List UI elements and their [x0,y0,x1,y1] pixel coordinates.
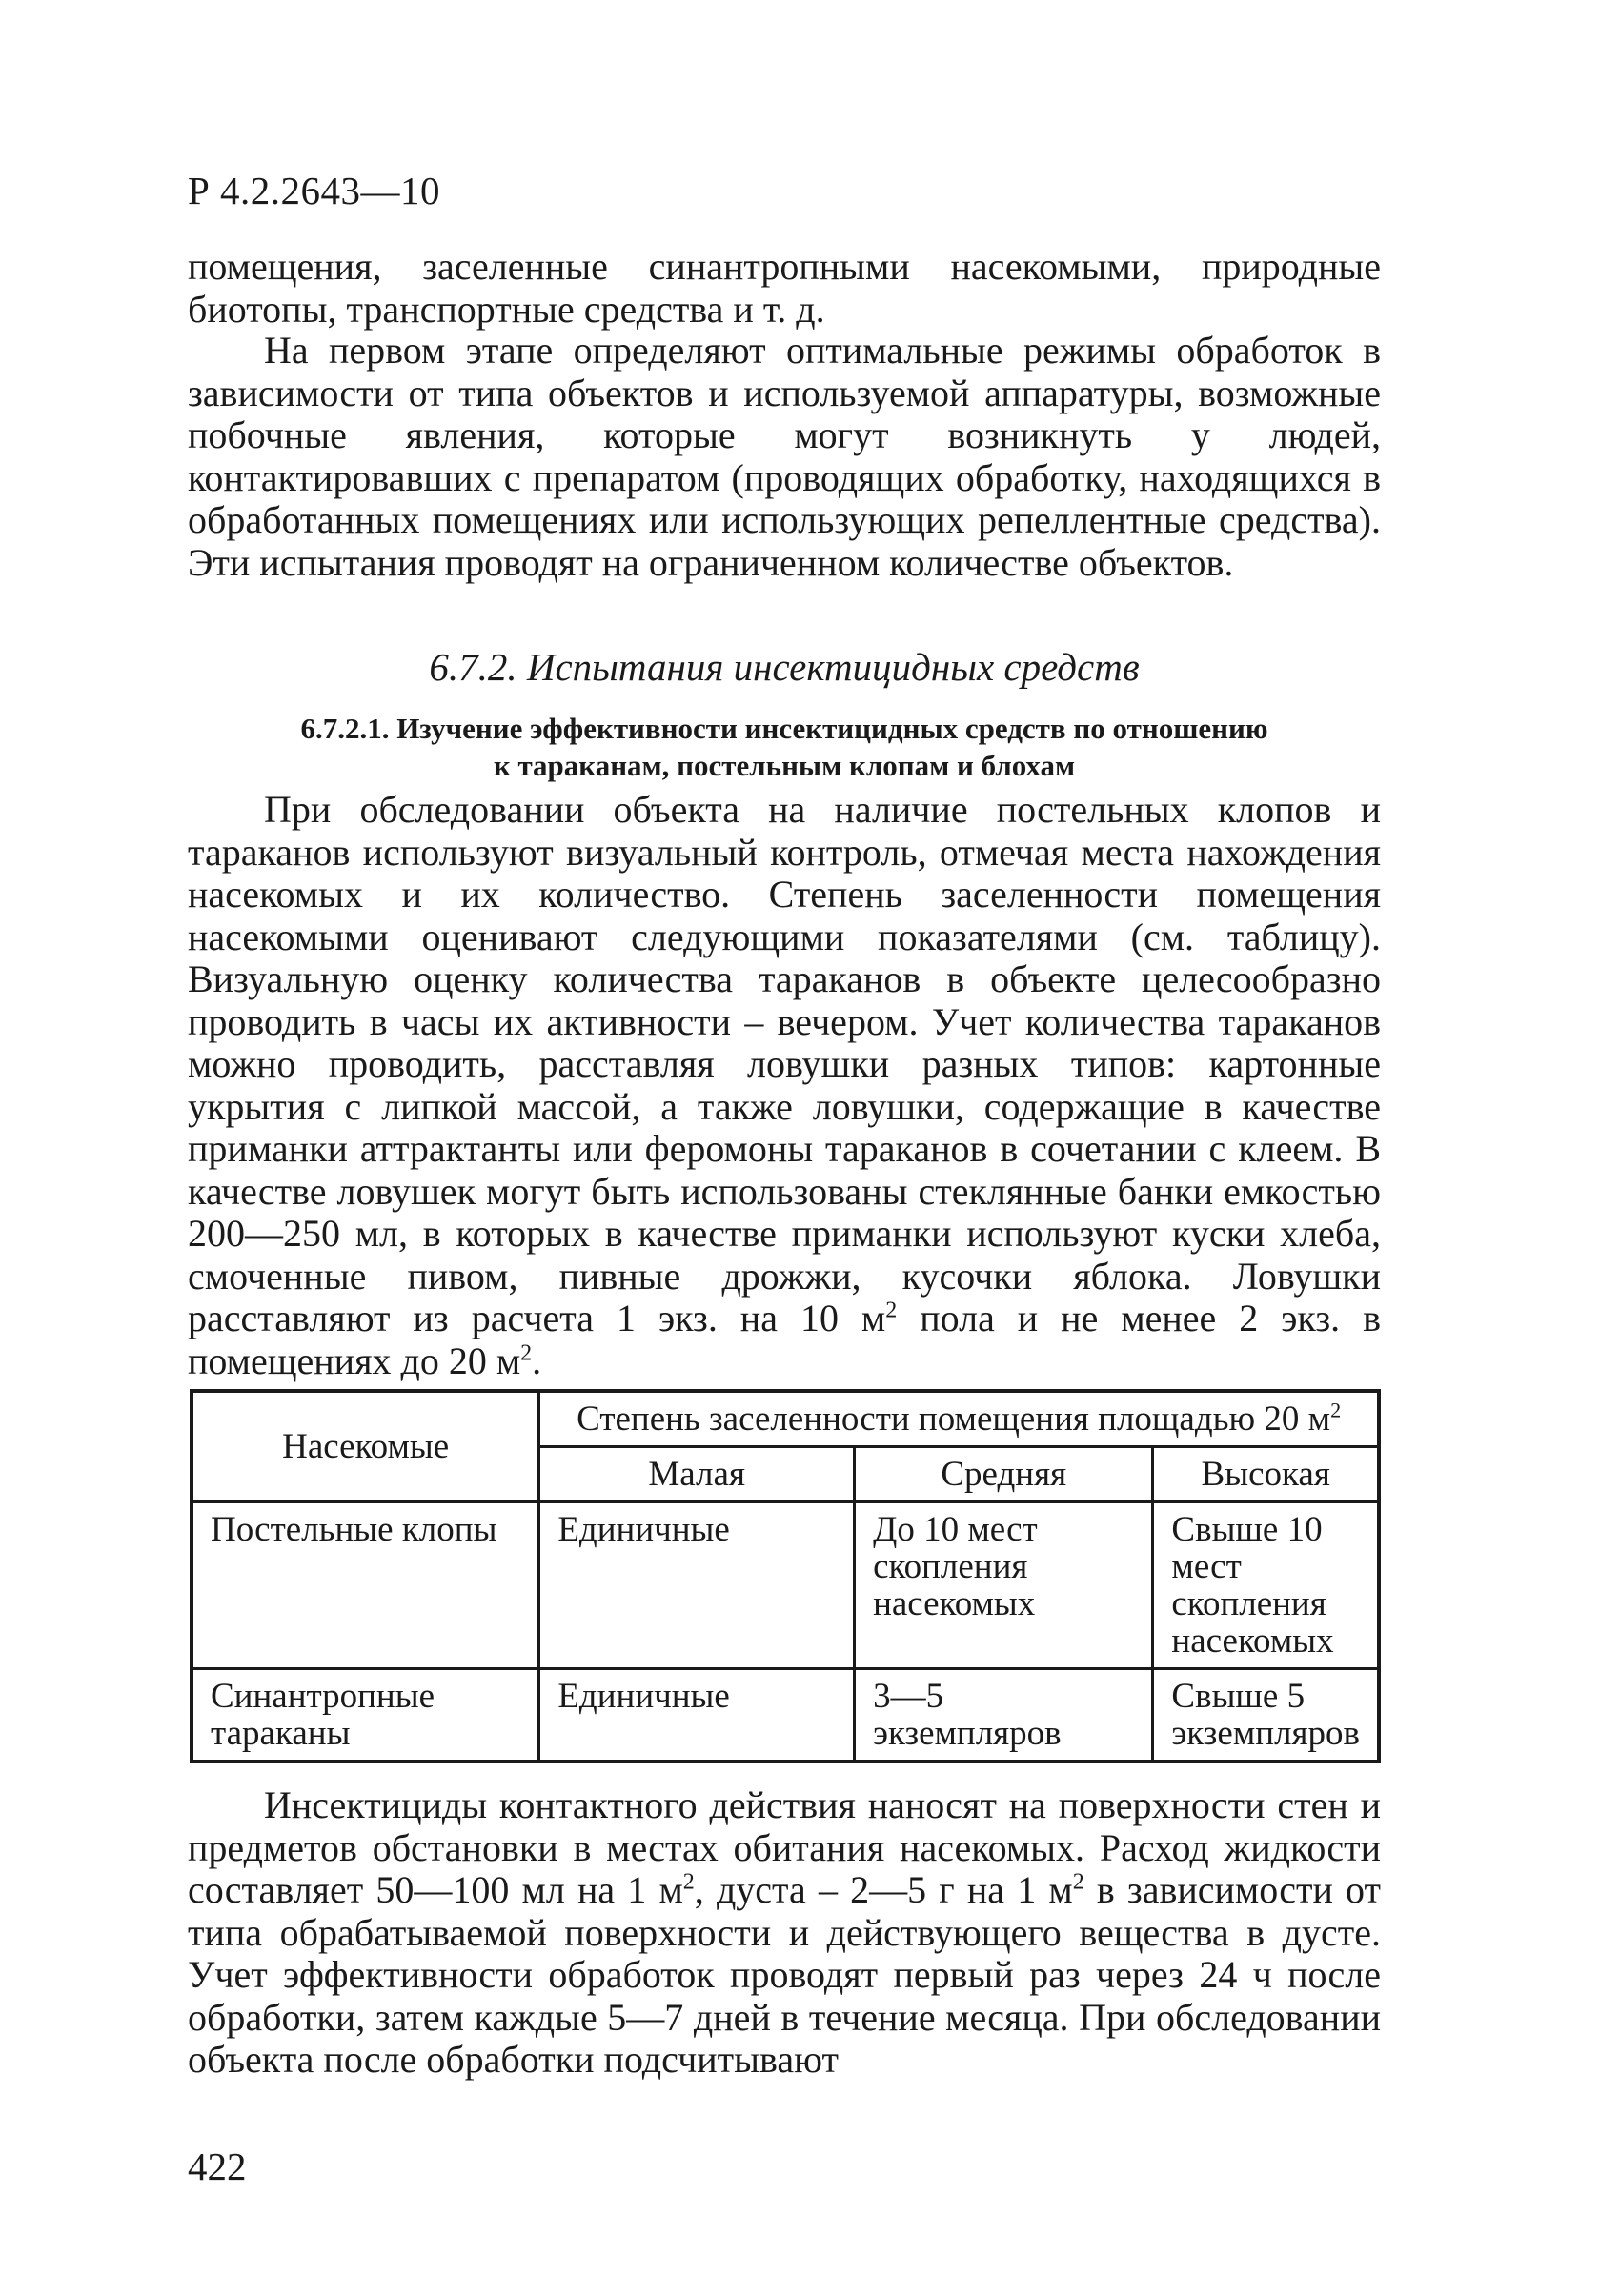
subsection-heading-line-1: 6.7.2.1. Изучение эффективности инсектицидных средств по отношению [300,712,1268,745]
cell-insect: Постельные клопы [192,1502,539,1669]
text-span: , дуста – 2—5 г на 1 м [694,1868,1073,1911]
header-text: Степень заселенности помещения площадью 20 м [577,1400,1331,1439]
infestation-degree-table [190,1389,1381,1763]
header-insects: Насекомые [192,1391,539,1502]
table-header-row [192,1391,1379,1447]
cell-insect: Синантропные тараканы [192,1669,539,1762]
cell-medium: 3—5 экземпляров [855,1669,1153,1762]
text-span: . [532,1339,542,1382]
table-row [192,1502,1379,1669]
table-row [192,1669,1379,1762]
cell-high: Свыше 10 мест скопления насекомых [1153,1502,1379,1669]
paragraph-survey [188,789,1381,1382]
superscript: 2 [1330,1398,1342,1422]
section-heading: 6.7.2. Испытания инсектицидных средств [429,645,1140,689]
cell-low: Единичные [539,1669,855,1762]
superscript: 2 [1072,1869,1084,1895]
header-medium: Средняя [855,1447,1153,1502]
paragraph-text: На первом этапе определяют оптимальные режимы обработок в зависимости от типа объектов и используемой аппаратуры, возможные побочные явления, которые могут возникнуть у людей, контактировавших с препаратом (проводящих обработку, находящихся в обработанных помещениях или использующих репеллентные средства). Эти испытания проводят на ограниченном количестве объектов. [188,329,1381,584]
subsection-heading [188,710,1381,784]
superscript: 2 [682,1869,695,1895]
cell-medium: До 10 мест скопления насекомых [855,1502,1153,1669]
page-number: 422 [188,2145,247,2188]
document-code-header: Р 4.2.2643—10 [188,169,441,212]
paragraph-insecticides [188,1784,1381,2082]
subsection-heading-line-2: к тараканам, постельным клопам и блохам [493,749,1076,782]
paragraph-intro-continuation [188,246,1381,331]
paragraph-text [188,789,1381,1382]
text-span: При обследовании объекта на наличие постельных клопов и тараканов используют визуальный контроль, отмечая места нахождения насекомых и их количество. Степень заселенности помещения насекомыми оценивают следующими показателями (см. таблицу). Визуальную оценку количества тараканов в объекте целесообразно проводить в часы их активности – вечером. Учет количества тараканов можно проводить, расставляя ловушки разных типов: картонные укрытия с липкой массой, а также ловушки, содержащие в качестве приманки аттрактанты или феромоны тараканов в сочетании с клеем. В качестве ловушек могут быть использованы стеклянные банки емкостью 200—250 мл, в которых в качестве приманки используют куски хлеба, смоченные пивом, пивные дрожжи, кусочки яблока. Ловушки расставляют из расчета 1 экз. на 10 м [188,788,1381,1339]
header-high: Высокая [1153,1447,1379,1502]
text-span: Инсектициды контактного действия наносят на поверхности стен и предметов обстановки в местах обитания насекомых. Расход жидкости составляет 50—100 мл на 1 м [188,1783,1381,1911]
paragraph-text [188,1784,1381,2082]
infestation-table-container [190,1389,1381,1763]
cell-low: Единичные [539,1502,855,1669]
paragraph-text: помещения, заселенные синантропными насекомыми, природные биотопы, транспортные средства и т. д. [188,245,1381,331]
superscript: 2 [885,1298,898,1323]
superscript: 2 [520,1340,533,1366]
header-infestation-degree [539,1391,1379,1447]
text-span: в зависимости от типа обрабатываемой поверхности и действующего вещества в дусте. Учет эффективности обработок проводят первый раз через 24 ч после обработки, затем каждые 5—7 дней в течение месяца. При обследовании объекта после обработки подсчитывают [188,1868,1381,2081]
paragraph-first-stage [188,330,1381,584]
header-low: Малая [539,1447,855,1502]
cell-high: Свыше 5 экземпляров [1153,1669,1379,1762]
text-span: пола и не менее 2 экз. в помещениях до 20 м [188,1297,1381,1382]
